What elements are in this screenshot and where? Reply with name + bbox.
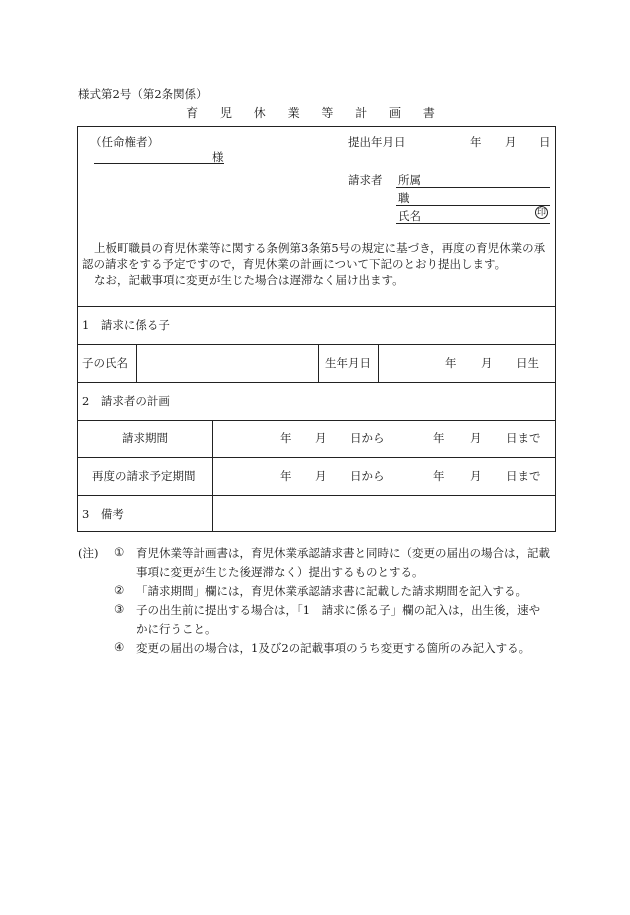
child-name-divider (136, 344, 137, 382)
request-period-label: 請求期間 (122, 431, 168, 445)
birth-year: 年 (445, 356, 457, 370)
position-label: 職 (398, 191, 410, 205)
request-period-end-until: 日まで (506, 431, 541, 445)
declaration-line-3: なお，記載事項に変更が生じた場合は遅滞なく届け出ます。 (94, 273, 404, 287)
submission-date-day: 日 (539, 135, 551, 149)
submission-date-year: 年 (470, 135, 482, 149)
note-1-mark: ① (114, 545, 125, 559)
request-period-start-year: 年 (280, 431, 292, 445)
name-label: 氏名 (398, 209, 421, 223)
submission-date-month: 月 (505, 135, 517, 149)
reprise-period-start-month: 月 (315, 469, 327, 483)
note-3-line-2: かに行うこと。 (136, 622, 217, 636)
note-2-line-1: 「請求期間」欄には，育児休業承認請求書に記載した請求期間を記入する。 (136, 584, 527, 598)
form-number: 様式第2号（第2条関係） (78, 87, 208, 101)
request-period-end-year: 年 (433, 431, 445, 445)
affiliation-underline (396, 187, 550, 188)
section3-heading: 3 備考 (82, 507, 124, 521)
birth-day-suffix: 日生 (516, 356, 539, 370)
name-underline (396, 223, 550, 224)
honorific: 様 (212, 150, 224, 164)
note-1 (78, 545, 558, 564)
affiliation-label: 所属 (398, 173, 421, 187)
seal-mark: 印 (536, 208, 546, 218)
note-3-continued (78, 621, 558, 640)
rule-after-reprise-row (77, 495, 556, 496)
reprise-period-start-year: 年 (280, 469, 292, 483)
request-period-end-month: 月 (470, 431, 482, 445)
plan-label-divider (212, 420, 213, 532)
reprise-period-end-year: 年 (433, 469, 445, 483)
birth-month: 月 (481, 356, 493, 370)
requester-label: 請求者 (348, 173, 383, 187)
notes-prefix: (注) (78, 546, 99, 560)
appointer-label: （任命権者） (90, 135, 159, 149)
note-1-continued (78, 564, 558, 583)
section2-heading: 2 請求者の計画 (82, 394, 170, 408)
submission-date-label: 提出年月日 (348, 135, 406, 149)
reprise-period-start-from: 日から (350, 469, 385, 483)
declaration-text (82, 240, 552, 288)
birth-date-label: 生年月日 (325, 356, 371, 370)
rule-after-child-row (77, 382, 556, 383)
note-1-line-2: 事項に変更が生じた後遅滞なく）提出するものとする。 (136, 565, 424, 579)
declaration-line-1: 上板町職員の育児休業等に関する条例第3条第5号の規定に基づき，再度の育児休業の承 (94, 241, 546, 255)
note-1-line-1: 育児休業等計画書は，育児休業承認請求書と同時に（変更の届出の場合は，記載 (136, 546, 550, 560)
note-3 (78, 602, 558, 621)
position-underline (396, 205, 550, 206)
note-3-line-1: 子の出生前に提出する場合は，「1 請求に係る子」欄の記入は，出生後，速や (136, 603, 541, 617)
reprise-period-end-until: 日まで (506, 469, 541, 483)
note-4-line-1: 変更の届出の場合は，1及び2の記載事項のうち変更する箇所のみ記入する。 (136, 641, 531, 655)
document-title: 育 児 休 業 等 計 画 書 (186, 106, 444, 120)
rule-after-section2-heading (77, 420, 556, 421)
appointer-name-underline (94, 163, 224, 164)
rule-after-header (77, 306, 556, 307)
reprise-period-label: 再度の請求予定期間 (92, 469, 196, 483)
birth-label-right-divider (378, 344, 379, 382)
request-period-start-from: 日から (350, 431, 385, 445)
note-2-mark: ② (114, 583, 125, 597)
reprise-period-end-month: 月 (470, 469, 482, 483)
section1-heading: 1 請求に係る子 (82, 318, 170, 332)
note-2 (78, 583, 558, 602)
request-period-start-month: 月 (315, 431, 327, 445)
note-4-mark: ④ (114, 640, 125, 654)
declaration-line-2: 認の請求をする予定ですので，育児休業の計画について下記のとおり提出します。 (82, 257, 507, 271)
child-name-label: 子の氏名 (82, 356, 128, 370)
note-4 (78, 640, 558, 659)
birth-label-left-divider (318, 344, 319, 382)
rule-after-period-row (77, 457, 556, 458)
note-3-mark: ③ (114, 602, 125, 616)
notes-block (78, 545, 558, 659)
rule-after-section1-heading (77, 344, 556, 345)
